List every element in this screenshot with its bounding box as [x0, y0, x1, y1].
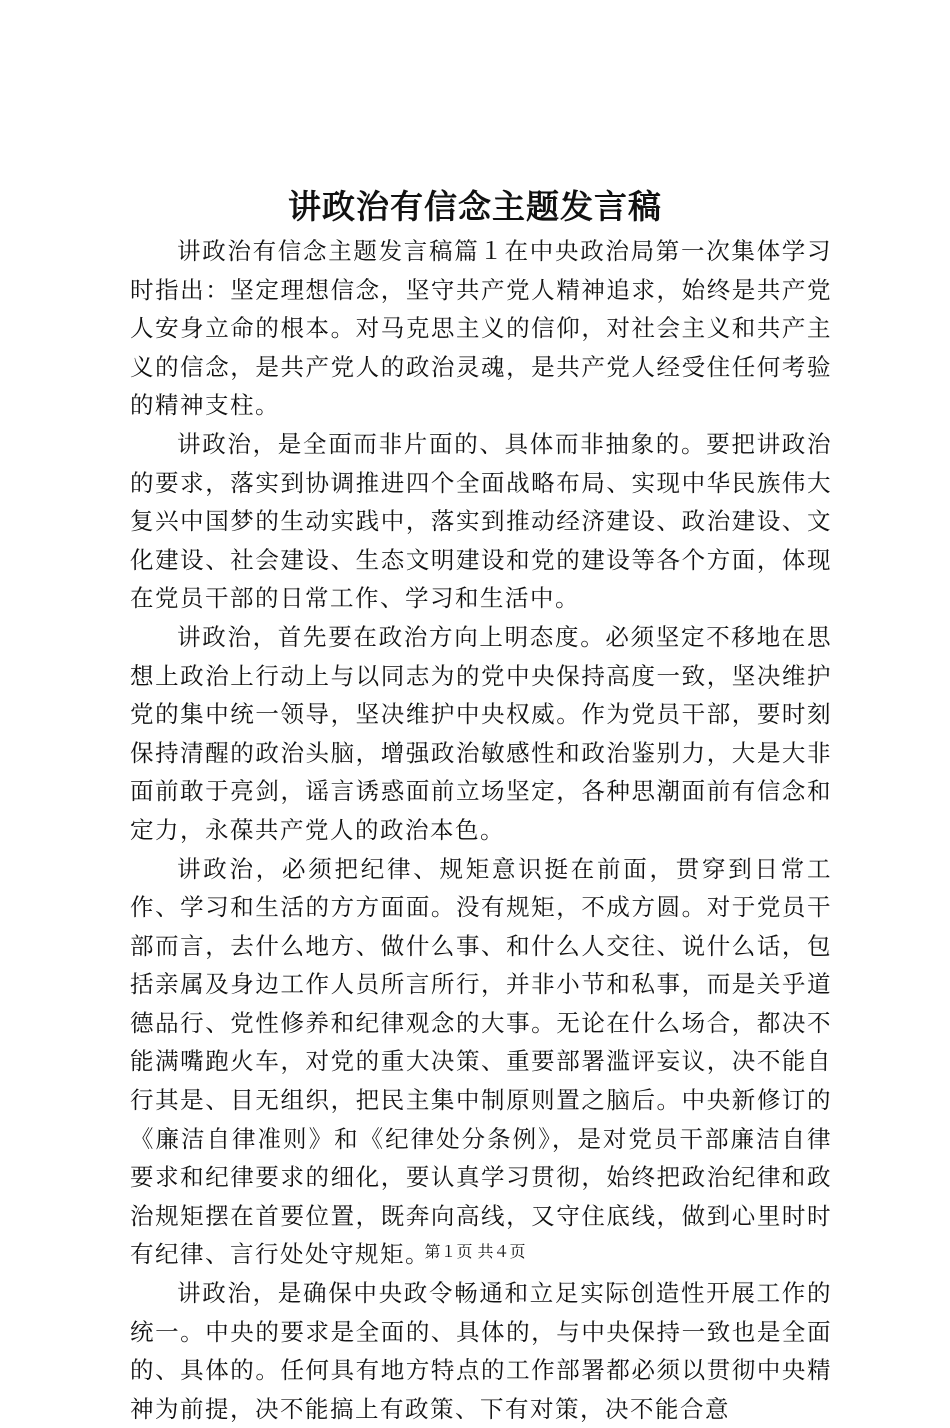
paragraph-3: 讲政治，首先要在政治方向上明态度。必须坚定不移地在思想上政治上行动上与以同志为的党中央保持高度一致，坚决维护党的集中统一领导，坚决维护中央权威。作为党员干部，要时刻保持清醒的政治头脑，增强政治敏感性和政治鉴别力，大是大非面前敢于亮剑，谣言诱惑面前立场坚定，各种思潮面前有信念和定力，永葆共产党人的政治本色。: [130, 622, 832, 844]
paragraph-4: 讲政治，必须把纪律、规矩意识挺在前面，贯穿到日常工作、学习和生活的方方面面。没有规矩，不成方圆。对于党员干部而言，去什么地方、做什么事、和什么人交往、说什么话，包括亲属及身边工作人员所言所行，并非小节和私事，而是关乎道德品行、党性修养和纪律观念的大事。无论在什么场合，都决不能满嘴跑火车，对党的重大决策、重要部署滥评妄议，决不能自行其是、目无组织，把民主集中制原则置之脑后。中央新修订的《廉洁自律准则》和《纪律处分条例》，是对党员干部廉洁自律要求和纪律要求的细化，要认真学习贯彻，始终把政治纪律和政治规矩摆在首要位置，既奔向高线，又守住底线，做到心里时时有纪律、言行处处守规矩。: [130, 854, 832, 1269]
document-title: 讲政治有信念主题发言稿: [288, 187, 662, 226]
page-footer: 第１页 共４页: [424, 1242, 526, 1261]
paragraph-5: 讲政治，是确保中央政令畅通和立足实际创造性开展工作的统一。中央的要求是全面的、具体的，与中央保持一致也是全面的、具体的。任何具有地方特点的工作部署都必须以贯彻中央精神为前提，决不能搞上有政策、下有对策，决不能合意: [130, 1279, 832, 1423]
paragraph-2: 讲政治，是全面而非片面的、具体而非抽象的。要把讲政治的要求，落实到协调推进四个全面战略布局、实现中华民族伟大复兴中国梦的生动实践中，落实到推动经济建设、政治建设、文化建设、社会建设、生态文明建设和党的建设等各个方面，体现在党员干部的日常工作、学习和生活中。: [130, 429, 832, 613]
paragraph-1: 讲政治有信念主题发言稿篇１在中央政治局第一次集体学习时指出：坚定理想信念，坚守共产党人精神追求，始终是共产党人安身立命的根本。对马克思主义的信仰，对社会主义和共产主义的信念，是共产党人的政治灵魂，是共产党人经受住任何考验的精神支柱。: [130, 237, 832, 420]
